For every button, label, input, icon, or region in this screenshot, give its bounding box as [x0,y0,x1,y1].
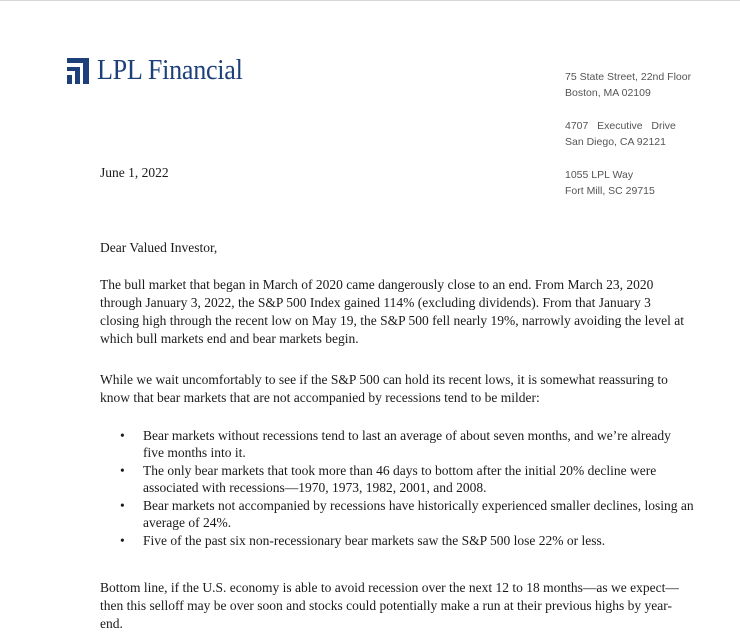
bullet-icon: • [120,428,125,443]
bullet-text: The only bear markets that took more than 46 days to bottom after the initial 20% decline were associated with recessions—1970, 1973, 1982, 2001, and 2008. [143,463,657,495]
top-divider [0,0,740,1]
lpl-bars-logo-icon [67,58,89,84]
bullet-icon: • [120,533,125,548]
bullet-list [100,427,695,550]
salutation: Dear Valued Investor, [100,240,218,255]
bullet-icon: • [120,498,125,513]
list-item [100,462,695,496]
list-item [100,497,695,531]
list-item [100,532,695,549]
paragraph-1: The bull market that began in March of 2020 came dangerously close to an end. From March 23, 2020 through January 3, 2022, the S&P 500 Index gained 114% (excluding dividends). From that January 3 closing high through the recent low on May 19, the S&P 500 fell nearly 19%, narrowly avoiding the level at which bull markets end and bear markets begin. [100,277,685,346]
address-san-diego [565,118,676,150]
bullet-text: Five of the past six non-recessionary bear markets saw the S&P 500 lose 22% or less. [143,533,606,548]
address-line: 75 State Street, 22nd Floor [565,71,692,83]
company-name: LPL Financial [97,54,243,86]
bullet-icon: • [120,463,125,478]
address-line: 1055 LPL Way [565,169,634,181]
company-logo [67,54,259,87]
address-line: San Diego, CA 92121 [565,136,666,148]
bullet-text: Bear markets not accompanied by recessions have historically experienced smaller declines, losing an average of 24%. [143,498,694,530]
bullet-text: Bear markets without recessions tend to last an average of about seven months, and we’re already five months into it. [143,428,671,460]
paragraph-3: Bottom line, if the U.S. economy is able to avoid recession over the next 12 to 18 months—as we expect—then this selloff may be over soon and stocks could potentially make a run at their previous highs by year-end. [100,580,679,631]
letter-date: June 1, 2022 [100,165,169,180]
address-line: Fort Mill, SC 29715 [565,185,655,197]
address-line: 4707 Executive Drive [565,120,676,132]
paragraph-2: While we wait uncomfortably to see if the S&P 500 can hold its recent lows, it is somewhat reassuring to know that bear markets that are not accompanied by recessions tend to be milder: [100,372,668,405]
address-line: Boston, MA 02109 [565,87,651,99]
list-item [100,427,695,461]
address-fort-mill [565,167,655,199]
address-boston [565,69,691,101]
